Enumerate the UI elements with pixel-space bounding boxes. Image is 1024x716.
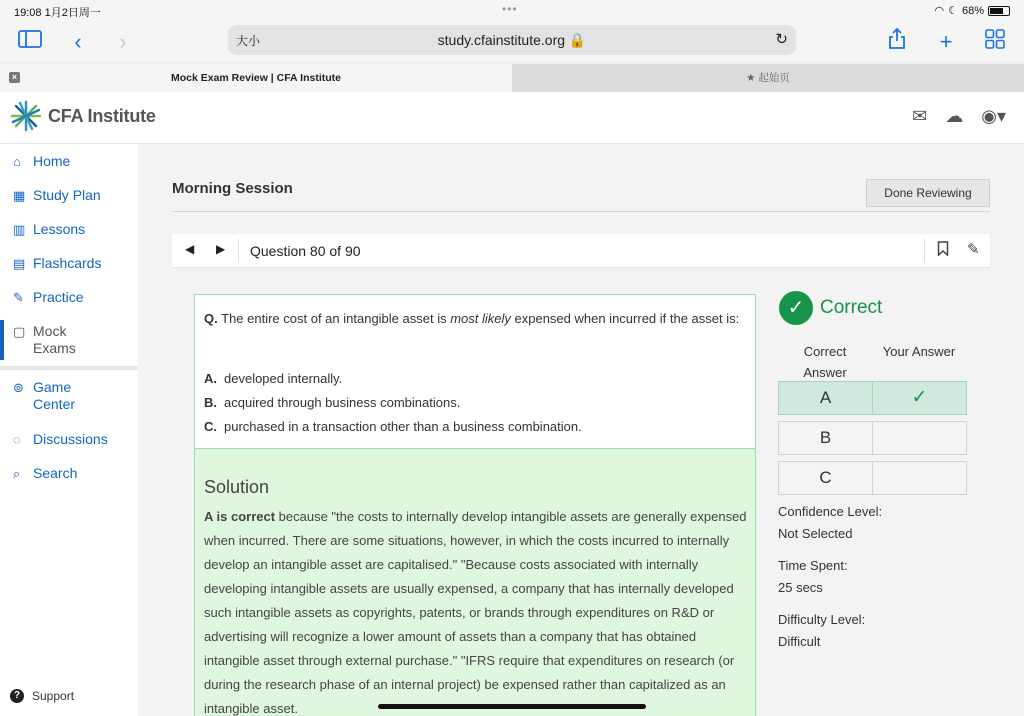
sidebar-item-discussions[interactable] bbox=[0, 431, 138, 448]
battery-icon bbox=[988, 6, 1010, 16]
mail-icon[interactable]: ✉ bbox=[912, 106, 928, 126]
next-question-icon[interactable]: ▶ bbox=[216, 242, 226, 256]
option-letter: A. bbox=[204, 371, 217, 386]
sidebar-item-flashcards[interactable] bbox=[0, 255, 138, 272]
solution-text bbox=[204, 505, 752, 716]
sidebar-item-label: Study Plan bbox=[33, 187, 101, 203]
difficulty-value: Difficult bbox=[778, 634, 821, 649]
tab-mock-exam[interactable] bbox=[0, 64, 512, 92]
sidebar-toggle-icon[interactable] bbox=[16, 28, 44, 56]
solution-body: because "the costs to internally develop intangible assets are generally expensed when incurred. There are some situations, however, in which the costs incurred to internally develop an intangible asset are capitalised." "Because costs associated with internally developing intangible assets are usually expensed, a company that has internally developed such intangible assets as copyrights, patents, or brands through expenditures on R&D or advertising will recognize a lower amount of assets than a company that has obtained intangible asset through external purchase." "IFRS require that expenditures on research (or during the research phase of an internal project) be expensed rather than capitalized as an intangible asset. bbox=[204, 509, 747, 716]
sidebar-item-label: Search bbox=[33, 465, 78, 481]
solution-panel bbox=[194, 448, 756, 716]
prev-question-icon[interactable]: ◀ bbox=[185, 242, 195, 256]
confidence-label: Confidence Level: bbox=[778, 504, 883, 519]
exam-icon: ▢ bbox=[13, 324, 26, 339]
question-nav-bar bbox=[172, 234, 990, 268]
sidebar-item-game-center[interactable] bbox=[0, 379, 138, 413]
sidebar-item-study-plan[interactable] bbox=[0, 187, 138, 204]
question-prefix: Q. bbox=[204, 311, 218, 326]
header-icons bbox=[912, 106, 1006, 127]
answer-letter-cell: C bbox=[778, 461, 873, 495]
checkmark-icon: ✓ bbox=[911, 387, 928, 408]
practice-icon: ✎ bbox=[13, 290, 24, 305]
sidebar-nav bbox=[0, 144, 138, 716]
correct-answer-header: Correct Answer bbox=[803, 344, 847, 380]
sidebar-item-label: Flashcards bbox=[33, 255, 102, 271]
gamepad-icon: ⊚ bbox=[13, 380, 24, 395]
time-spent-value: 25 secs bbox=[778, 580, 823, 595]
calendar-icon: ▦ bbox=[13, 188, 26, 203]
sidebar-item-home[interactable] bbox=[0, 153, 138, 170]
moon-icon: ☾ bbox=[948, 5, 958, 17]
checkmark-circle-icon: ✓ bbox=[779, 291, 813, 325]
time-spent-label: Time Spent: bbox=[778, 558, 848, 573]
multitask-dots[interactable]: ••• bbox=[502, 2, 518, 16]
close-tab-icon[interactable]: × bbox=[9, 72, 20, 83]
your-answer-cell bbox=[872, 421, 967, 455]
option-text: purchased in a transaction other than a business combination. bbox=[224, 419, 582, 434]
question-counter: Question 80 of 90 bbox=[250, 243, 361, 259]
your-answer-cell bbox=[872, 381, 967, 415]
url-text: study.cfainstitute.org 🔒 bbox=[437, 32, 587, 48]
option-b bbox=[204, 395, 460, 410]
support-link[interactable] bbox=[10, 689, 74, 703]
site-header bbox=[0, 92, 1024, 144]
question-emphasis: most likely bbox=[450, 311, 511, 326]
back-icon[interactable]: ‹ bbox=[74, 29, 82, 54]
text-size-button[interactable]: 大小 bbox=[236, 34, 261, 48]
tab-label: ★ 起始页 bbox=[746, 72, 790, 84]
sidebar-item-search[interactable] bbox=[0, 465, 138, 482]
battery-percent: 68% bbox=[961, 4, 984, 17]
cloud-download-icon[interactable]: ☁ bbox=[945, 106, 964, 126]
solution-title: Solution bbox=[204, 477, 270, 497]
wifi-icon: ◠ bbox=[934, 5, 945, 17]
device-status-bar bbox=[0, 0, 1024, 22]
share-icon[interactable] bbox=[883, 28, 911, 56]
help-icon: ? bbox=[10, 689, 24, 703]
chat-icon: ◌ bbox=[13, 432, 21, 447]
result-status bbox=[779, 291, 882, 325]
page-title: Morning Session bbox=[172, 180, 293, 197]
main-content bbox=[138, 144, 1024, 716]
browser-toolbar bbox=[0, 22, 1024, 62]
sidebar-item-label: Mock Exams bbox=[33, 323, 76, 356]
your-answer-header: Your Answer bbox=[882, 344, 956, 359]
tab-overview-icon[interactable] bbox=[981, 28, 1009, 56]
book-icon: ▥ bbox=[13, 222, 26, 237]
tab-start-page[interactable] bbox=[512, 64, 1024, 92]
status-time: 19:08 1月2日周一 bbox=[14, 7, 101, 19]
cfa-globe-icon bbox=[10, 100, 42, 132]
sidebar-item-label: Game Center bbox=[33, 379, 76, 412]
status-right bbox=[934, 4, 1010, 17]
pencil-icon[interactable]: ✎ bbox=[967, 241, 980, 258]
solution-lead: A is correct bbox=[204, 509, 276, 524]
forward-icon[interactable]: › bbox=[119, 29, 127, 54]
address-bar[interactable] bbox=[228, 25, 796, 55]
option-text: acquired through business combinations. bbox=[224, 395, 461, 410]
answer-letter-cell: B bbox=[778, 421, 873, 455]
title-divider bbox=[172, 211, 990, 212]
new-tab-icon[interactable]: + bbox=[939, 29, 953, 54]
logo-text: CFA Institute bbox=[48, 105, 156, 126]
support-label: Support bbox=[32, 689, 75, 703]
sidebar-item-mock-exams[interactable] bbox=[0, 320, 138, 360]
option-a bbox=[204, 371, 342, 386]
home-icon: ⌂ bbox=[13, 154, 21, 169]
tab-label: Mock Exam Review | CFA Institute bbox=[170, 72, 341, 84]
option-letter: C. bbox=[204, 419, 217, 434]
home-indicator[interactable] bbox=[378, 704, 646, 709]
correct-answer-cell: A bbox=[778, 381, 873, 415]
sidebar-item-lessons[interactable] bbox=[0, 221, 138, 238]
option-c bbox=[204, 419, 582, 434]
bookmark-icon[interactable] bbox=[937, 241, 949, 260]
user-account-icon[interactable]: ◉▾ bbox=[981, 106, 1006, 126]
question-card bbox=[194, 294, 756, 448]
sidebar-item-label: Discussions bbox=[33, 431, 108, 447]
cfa-logo[interactable] bbox=[10, 100, 156, 132]
search-icon: ⌕ bbox=[13, 466, 21, 481]
sidebar-item-practice[interactable] bbox=[0, 289, 138, 306]
option-letter: B. bbox=[204, 395, 217, 410]
your-answer-cell bbox=[872, 461, 967, 495]
nav-divider bbox=[924, 239, 925, 263]
question-text bbox=[204, 307, 744, 331]
nav-divider bbox=[238, 239, 239, 263]
sidebar-item-label: Lessons bbox=[33, 221, 86, 237]
difficulty-label: Difficulty Level: bbox=[778, 612, 866, 627]
sidebar-item-label: Home bbox=[33, 153, 71, 169]
browser-tab-bar bbox=[0, 64, 1024, 92]
sidebar-divider bbox=[0, 366, 138, 370]
reload-icon[interactable]: ↻ bbox=[775, 31, 788, 48]
result-status-label: Correct bbox=[820, 297, 883, 318]
sidebar-item-label: Practice bbox=[33, 289, 84, 305]
question-stem: The entire cost of an intangible asset is bbox=[221, 311, 451, 326]
done-reviewing-button[interactable]: Done Reviewing bbox=[866, 179, 990, 207]
question-stem-end: expensed when incurred if the asset is: bbox=[510, 311, 740, 326]
flashcards-icon: ▤ bbox=[13, 256, 26, 271]
confidence-value: Not Selected bbox=[778, 526, 853, 541]
option-text: developed internally. bbox=[224, 371, 343, 386]
